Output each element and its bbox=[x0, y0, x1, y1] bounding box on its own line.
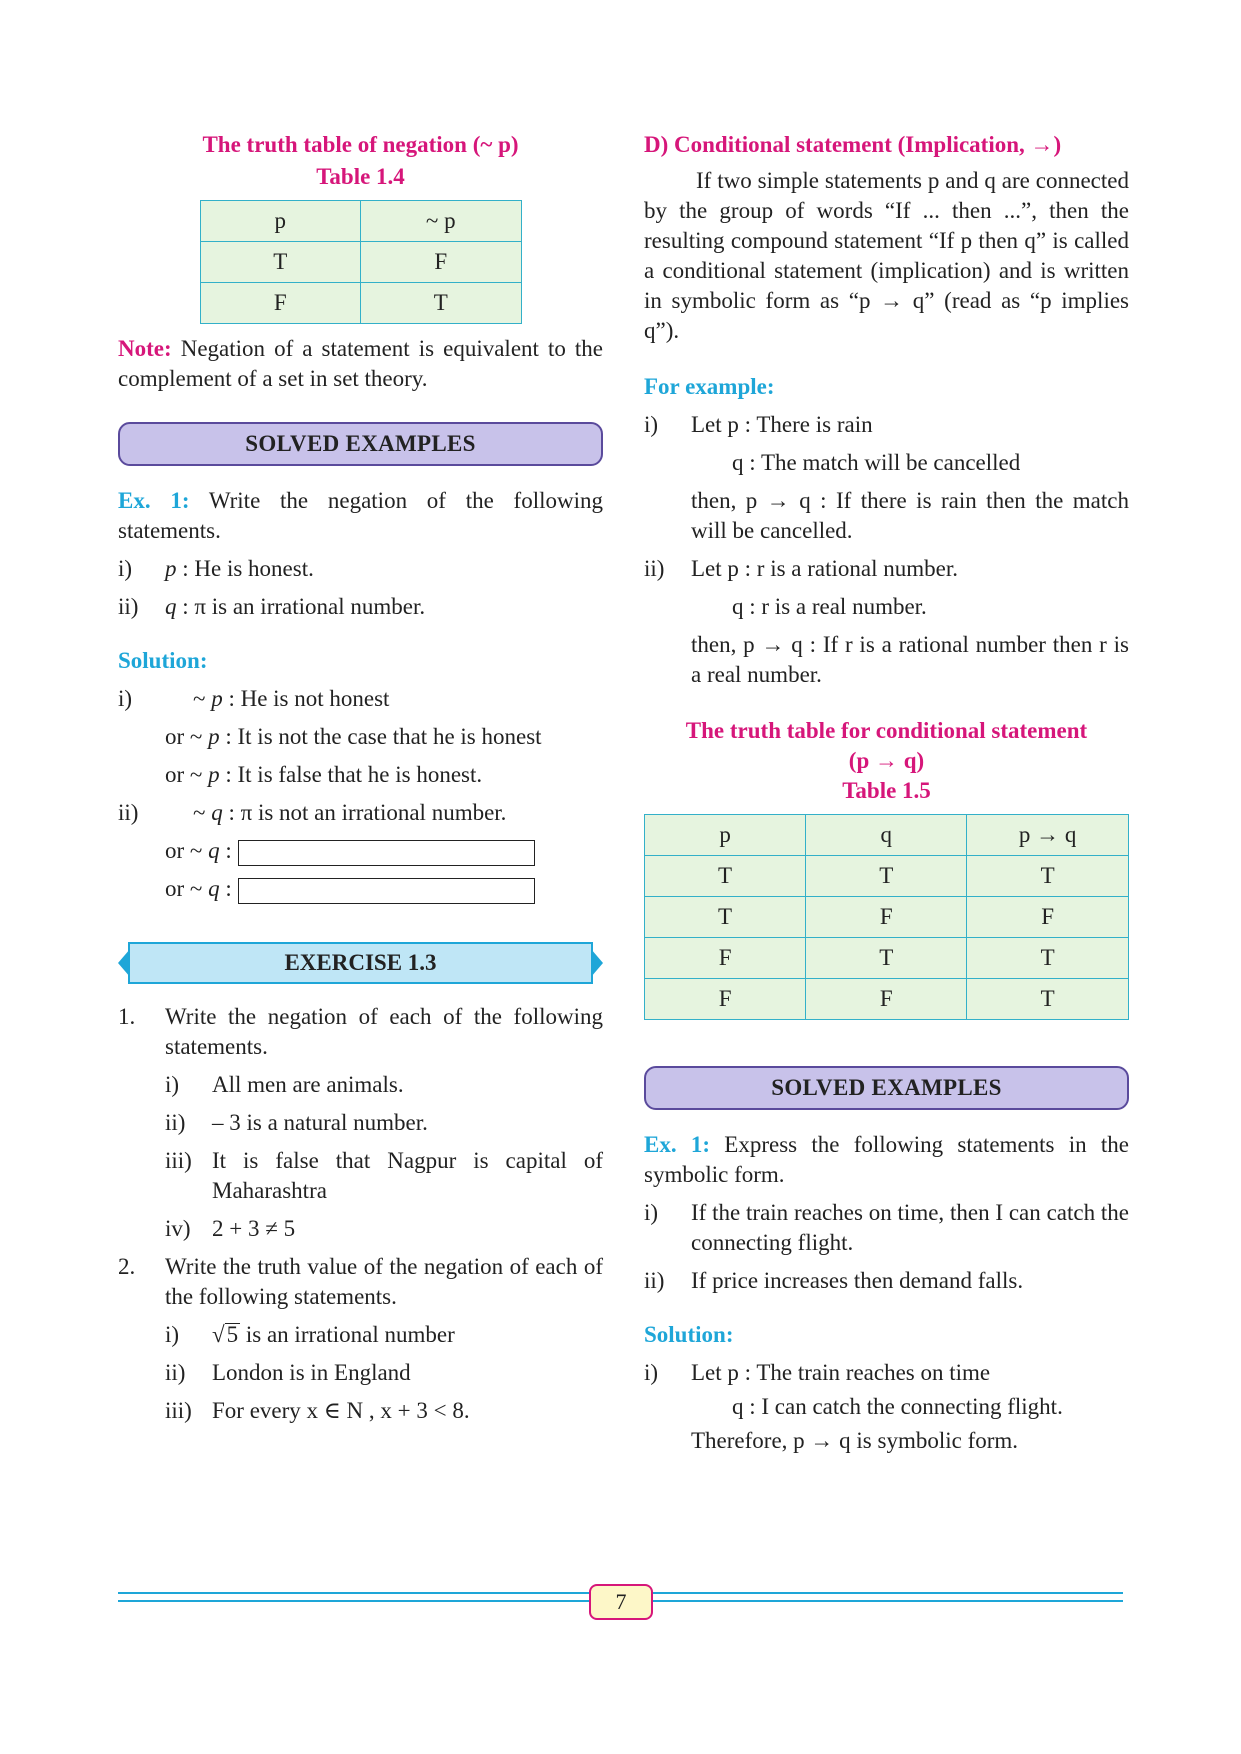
list-number: iii) bbox=[165, 1398, 192, 1423]
table-cell: F bbox=[806, 897, 967, 938]
solution-text: : It is false that he is honest. bbox=[219, 762, 483, 787]
table-1-5-caption: Table 1.5 bbox=[842, 778, 931, 803]
table-cell: F bbox=[361, 242, 522, 283]
list-number: ii) bbox=[165, 1360, 186, 1385]
list-number: ii) bbox=[118, 800, 139, 825]
table-cell: F bbox=[967, 897, 1129, 938]
blank-answer-line bbox=[118, 874, 603, 904]
list-text: All men are animals. bbox=[212, 1072, 404, 1097]
solution-line bbox=[118, 722, 603, 752]
table-cell: T bbox=[645, 856, 806, 897]
list-item bbox=[118, 1146, 603, 1206]
table-cell: T bbox=[806, 938, 967, 979]
solution-prefix: or ~ bbox=[165, 838, 209, 863]
list-number: i) bbox=[644, 1200, 659, 1225]
table-cell: F bbox=[645, 979, 806, 1020]
banner-notch-right bbox=[591, 949, 603, 977]
banner-notch-left bbox=[118, 949, 130, 977]
ex1-label: Ex. 1: bbox=[644, 1132, 711, 1157]
solution-line bbox=[118, 798, 603, 828]
solution-text: : He is not honest bbox=[222, 686, 390, 711]
note-label: Note: bbox=[118, 336, 172, 361]
list-item bbox=[644, 1198, 1129, 1258]
variable: q bbox=[208, 876, 220, 901]
table-row bbox=[645, 979, 1129, 1020]
solution-prefix: ~ bbox=[193, 686, 212, 711]
question-number: 2. bbox=[118, 1254, 136, 1279]
list-number: i) bbox=[118, 686, 133, 711]
negation-truth-table bbox=[200, 200, 522, 324]
solution-line bbox=[644, 1358, 1129, 1388]
ex1-label: Ex. 1: bbox=[118, 488, 190, 513]
table-cell: T bbox=[361, 283, 522, 324]
list-number: i) bbox=[118, 556, 133, 581]
variable: p bbox=[208, 724, 220, 749]
example-item bbox=[644, 554, 1129, 584]
example-item bbox=[644, 410, 1129, 440]
example-p-line: Let p : r is a rational number. bbox=[691, 556, 958, 581]
table-1-5-title: The truth table for conditional statement bbox=[685, 718, 1088, 743]
table-1-4-title: The truth table of negation (~ p) bbox=[202, 132, 519, 157]
list-item bbox=[118, 592, 603, 622]
note-paragraph bbox=[118, 334, 603, 394]
table-cell: T bbox=[967, 856, 1129, 897]
solution-line bbox=[118, 684, 603, 714]
answer-blank-box bbox=[238, 840, 535, 866]
list-item bbox=[118, 554, 603, 584]
right-column bbox=[644, 130, 1129, 1456]
table-row bbox=[645, 897, 1129, 938]
sqrt-radicand: 5 bbox=[226, 1322, 239, 1347]
list-text: If price increases then demand falls. bbox=[691, 1268, 1024, 1293]
example-p-line: Let p : There is rain bbox=[691, 412, 873, 437]
table-header-row bbox=[200, 201, 521, 242]
variable: q bbox=[211, 800, 223, 825]
list-text: is an irrational number bbox=[240, 1322, 455, 1347]
section-title: D) Conditional statement (Implication, →) bbox=[644, 132, 1062, 157]
solution-prefix: or ~ bbox=[165, 762, 209, 787]
example-then-line: then, p → q : If r is a rational number then r is a real number. bbox=[691, 632, 1129, 687]
table-cell: F bbox=[200, 283, 361, 324]
list-number: ii) bbox=[165, 1110, 186, 1135]
question-number: 1. bbox=[118, 1004, 136, 1029]
variable: q bbox=[208, 838, 220, 863]
exercise-question bbox=[118, 1252, 603, 1312]
table-cell: T bbox=[200, 242, 361, 283]
exercise-question bbox=[118, 1002, 603, 1062]
table-cell: T bbox=[645, 897, 806, 938]
table-header-row bbox=[645, 815, 1129, 856]
list-number: i) bbox=[644, 412, 659, 437]
list-item bbox=[118, 1358, 603, 1388]
solved-examples-heading: SOLVED EXAMPLES bbox=[644, 1066, 1129, 1110]
list-text: : He is honest. bbox=[176, 556, 314, 581]
intro-paragraph: If two simple statements p and q are connected by the group of words “If ... then ...”, then the resulting compound statement “If p then q” is called a conditional statement (implication) and is written in symbolic form as “p → q” (read as “p implies q”). bbox=[644, 168, 1129, 343]
solution-line bbox=[118, 760, 603, 790]
left-column bbox=[118, 130, 603, 1426]
list-number: i) bbox=[165, 1072, 180, 1097]
list-item bbox=[118, 1396, 603, 1426]
solution-text: : bbox=[219, 838, 232, 863]
example-q-line: q : The match will be cancelled bbox=[732, 450, 1021, 475]
solution-text: Let p : The train reaches on time bbox=[691, 1360, 991, 1385]
variable: p bbox=[208, 762, 220, 787]
answer-blank-box bbox=[238, 878, 535, 904]
solution-text: : π is not an irrational number. bbox=[222, 800, 507, 825]
list-item bbox=[118, 1108, 603, 1138]
note-text: Negation of a statement is equivalent to the complement of a set in set theory. bbox=[118, 336, 604, 391]
table-cell: F bbox=[645, 938, 806, 979]
solution-line: q : I can catch the connecting flight. bbox=[732, 1394, 1063, 1419]
table-row bbox=[200, 283, 521, 324]
for-example-label: For example: bbox=[644, 374, 775, 399]
list-text: 2 + 3 ≠ 5 bbox=[212, 1216, 296, 1241]
sqrt-symbol: √ bbox=[212, 1322, 225, 1347]
ex1-statement bbox=[644, 1130, 1129, 1190]
table-row bbox=[200, 242, 521, 283]
question-text: Write the negation of each of the following statements. bbox=[165, 1004, 603, 1059]
blank-answer-line bbox=[118, 836, 603, 866]
solution-label: Solution: bbox=[644, 1322, 734, 1347]
table-header-cell: p → q bbox=[967, 815, 1129, 856]
solution-prefix: or ~ bbox=[165, 724, 209, 749]
list-item bbox=[118, 1320, 603, 1350]
table-cell: T bbox=[967, 979, 1129, 1020]
table-1-5-subtitle: (p → q) bbox=[848, 748, 925, 773]
list-text: If the train reaches on time, then I can catch the connecting flight. bbox=[691, 1200, 1129, 1255]
solution-line: Therefore, p → q is symbolic form. bbox=[691, 1428, 1019, 1453]
list-number: ii) bbox=[644, 1268, 665, 1293]
solution-text: : It is not the case that he is honest bbox=[219, 724, 542, 749]
list-text: It is false that Nagpur is capital of Maharashtra bbox=[212, 1148, 603, 1203]
list-number: iii) bbox=[165, 1148, 192, 1173]
table-header-cell: p bbox=[645, 815, 806, 856]
variable: p bbox=[165, 556, 177, 581]
example-then-line: then, p → q : If there is rain then the match will be cancelled. bbox=[691, 488, 1129, 543]
list-text: London is in England bbox=[212, 1360, 411, 1385]
table-header-cell: q bbox=[806, 815, 967, 856]
table-cell: T bbox=[806, 856, 967, 897]
list-text: For every x ∈ N , x + 3 < 8. bbox=[212, 1398, 470, 1423]
list-item bbox=[644, 1266, 1129, 1296]
table-cell: F bbox=[806, 979, 967, 1020]
table-header-cell: p bbox=[200, 201, 361, 242]
table-row bbox=[645, 856, 1129, 897]
table-row bbox=[645, 938, 1129, 979]
question-text: Write the truth value of the negation of each of the following statements. bbox=[165, 1254, 603, 1309]
list-text: – 3 is a natural number. bbox=[212, 1110, 428, 1135]
list-number: iv) bbox=[165, 1216, 191, 1241]
table-header-cell: ~ p bbox=[361, 201, 522, 242]
exercise-heading bbox=[128, 942, 593, 984]
ex1-text: Express the following statements in the symbolic form. bbox=[644, 1132, 1130, 1187]
solution-label: Solution: bbox=[118, 648, 208, 673]
list-item bbox=[118, 1070, 603, 1100]
table-1-4-caption: Table 1.4 bbox=[316, 164, 405, 189]
list-number: i) bbox=[165, 1322, 180, 1347]
list-number: i) bbox=[644, 1360, 659, 1385]
list-text: : π is an irrational number. bbox=[176, 594, 426, 619]
solved-examples-heading: SOLVED EXAMPLES bbox=[118, 422, 603, 466]
ex1-statement bbox=[118, 486, 603, 546]
table-cell: T bbox=[967, 938, 1129, 979]
list-number: ii) bbox=[644, 556, 665, 581]
solution-text: : bbox=[219, 876, 232, 901]
variable: q bbox=[165, 594, 177, 619]
list-item bbox=[118, 1214, 603, 1244]
exercise-title: EXERCISE 1.3 bbox=[284, 950, 437, 975]
page-number: 7 bbox=[589, 1584, 653, 1620]
solution-prefix: ~ bbox=[193, 800, 212, 825]
ex1-text: Write the negation of the following statements. bbox=[118, 488, 604, 543]
conditional-truth-table bbox=[644, 814, 1129, 1020]
solution-prefix: or ~ bbox=[165, 876, 209, 901]
example-q-line: q : r is a real number. bbox=[732, 594, 927, 619]
variable: p bbox=[211, 686, 223, 711]
list-number: ii) bbox=[118, 594, 139, 619]
